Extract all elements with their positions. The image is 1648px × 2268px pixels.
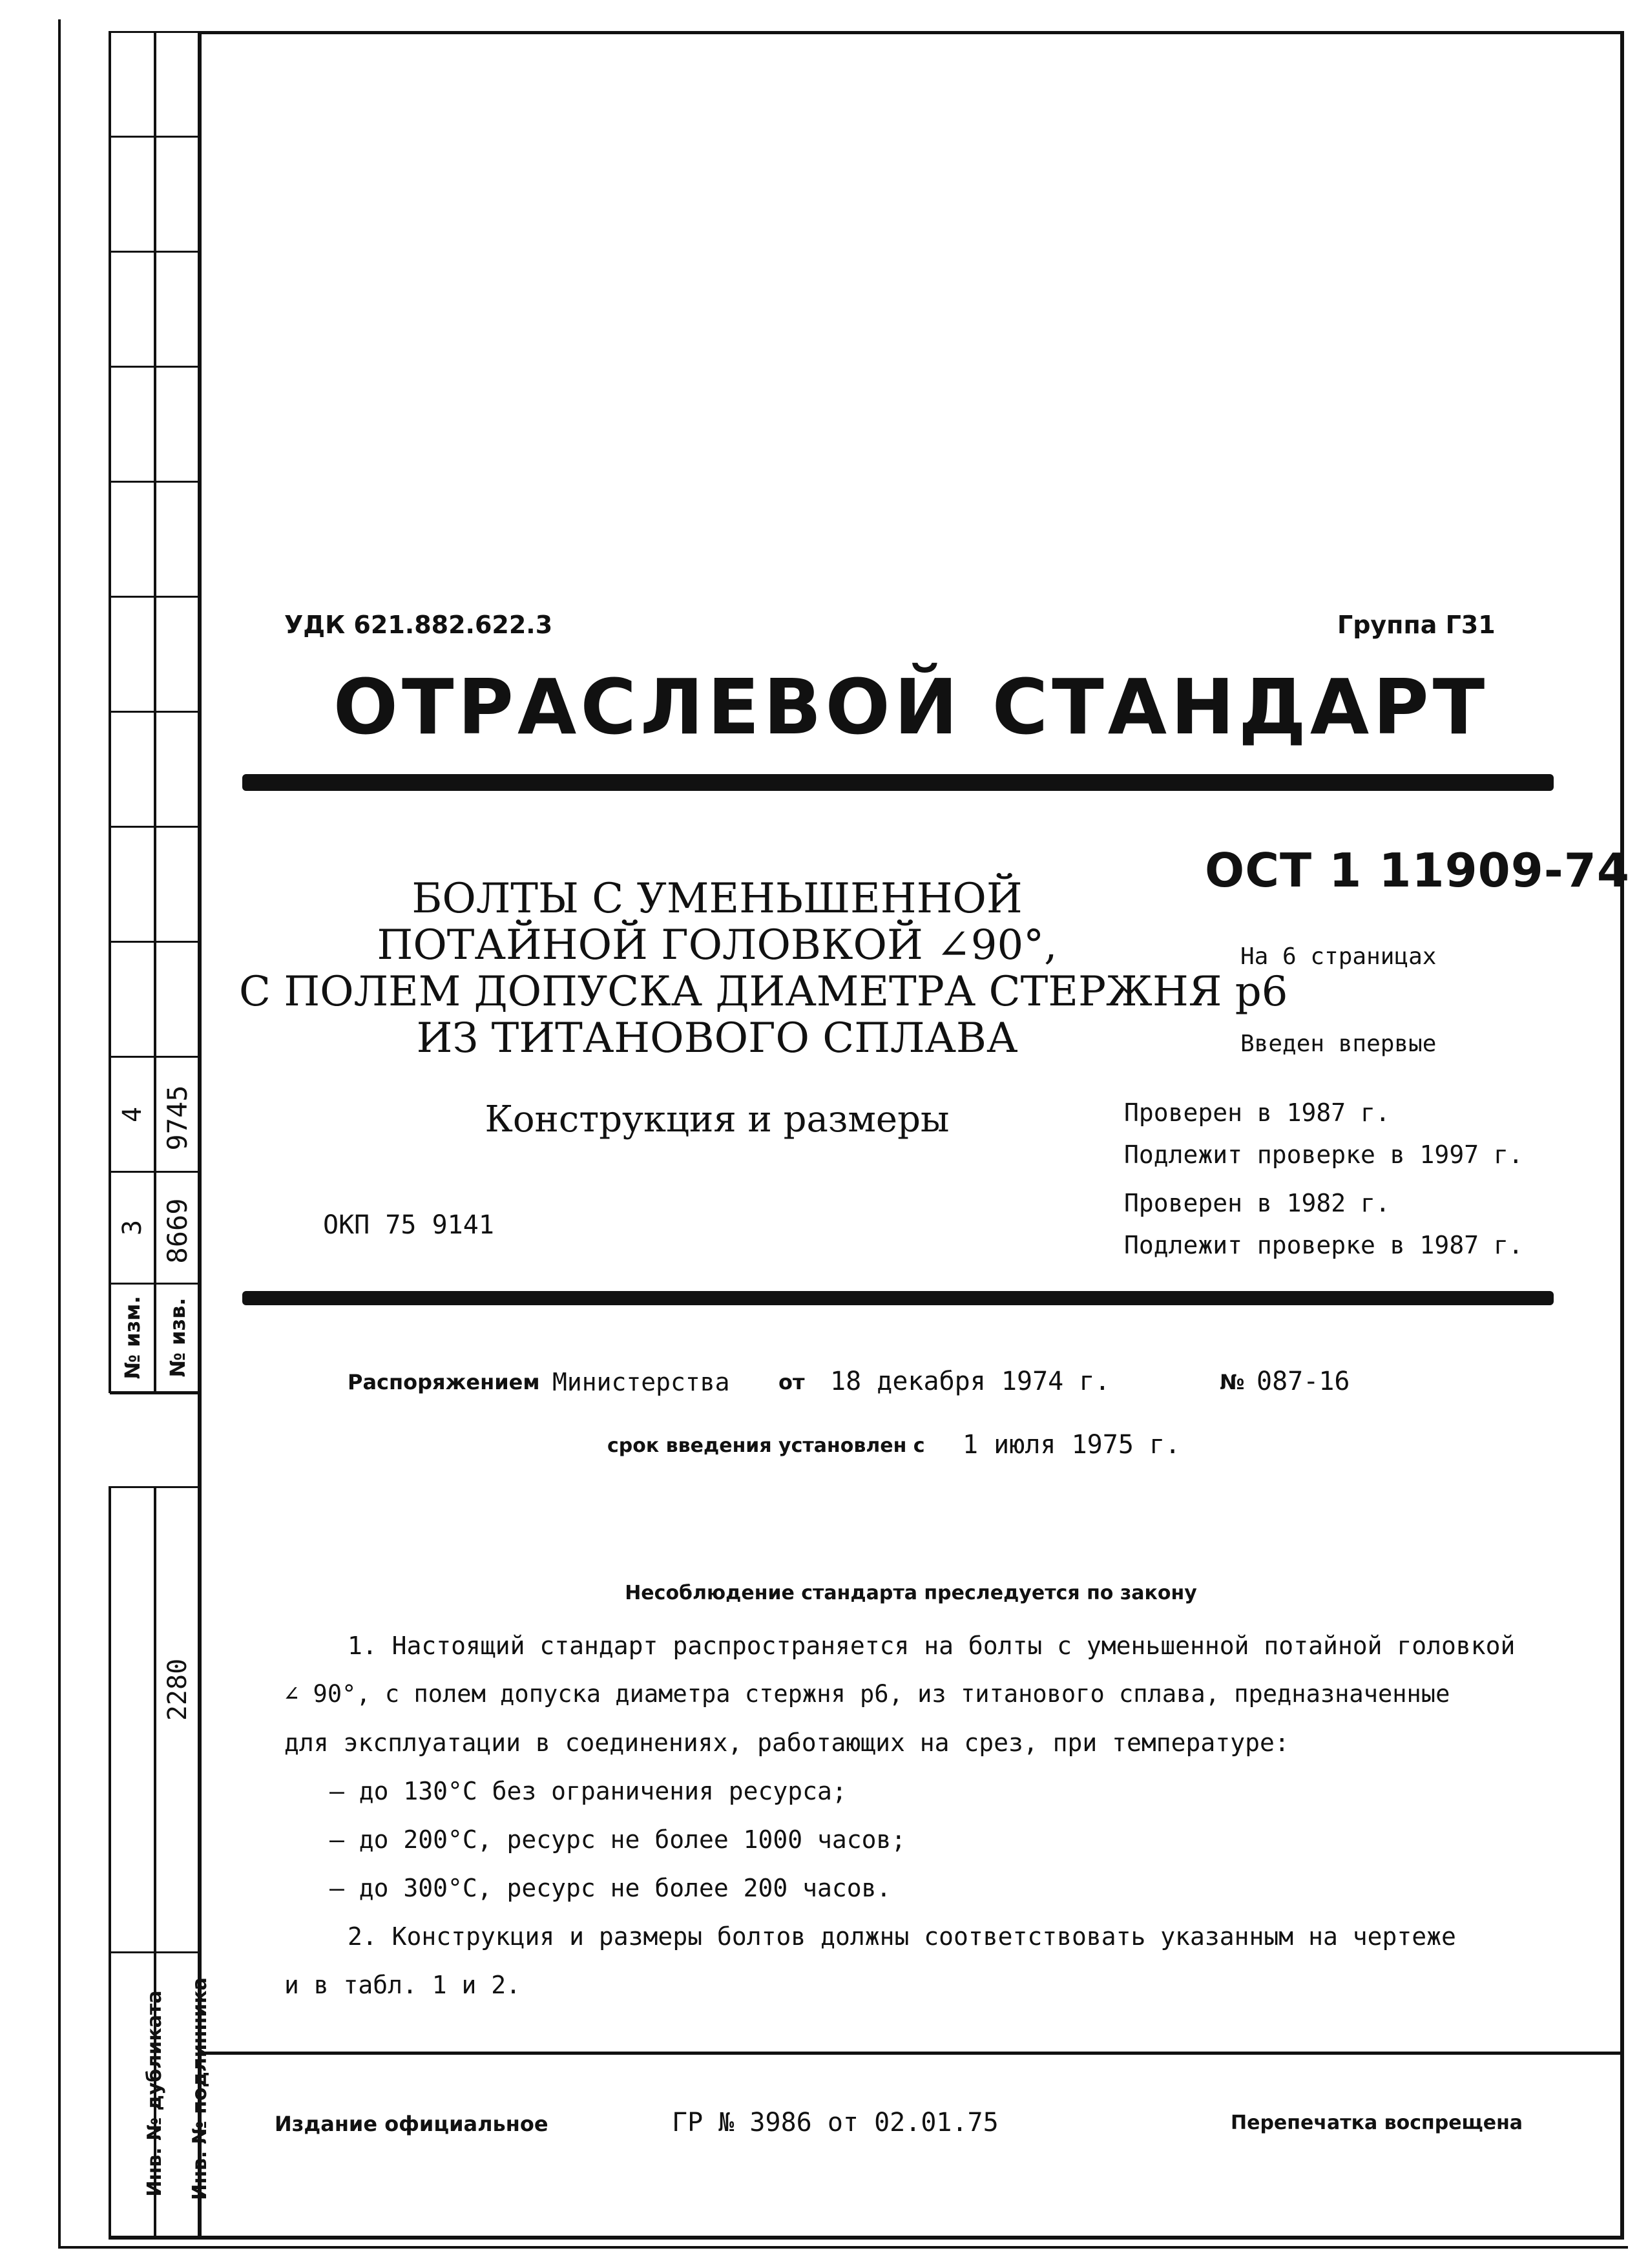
law-notice: Несоблюдение стандарта преследуется по закону xyxy=(625,1582,1197,1604)
doc-number: ОСТ 1 11909-74 xyxy=(1205,843,1630,898)
body-line-6: – до 300°С, ресурс не более 200 часов. xyxy=(329,1874,892,1902)
label-inv-original: Инв. № подлинника xyxy=(189,1977,211,2200)
doc-title-line-1: БОЛТЫ С УМЕНЬШЕННОЙ xyxy=(412,875,1023,923)
okp-code: ОКП 75 9141 xyxy=(323,1210,494,1240)
notice-no-8669: 8669 xyxy=(162,1198,193,1264)
order-from: от xyxy=(778,1370,805,1394)
body-line-8: и в табл. 1 и 2. xyxy=(284,1971,521,1999)
reprint-prohibited: Перепечатка воспрещена xyxy=(1231,2112,1523,2134)
next-check-1987: Подлежит проверке в 1987 г. xyxy=(1124,1231,1523,1259)
doc-subtitle: Конструкция и размеры xyxy=(485,1098,950,1140)
change-no-3: 3 xyxy=(118,1219,147,1236)
page-title: ОТРАСЛЕВОЙ СТАНДАРТ xyxy=(333,662,1489,751)
order-ministry: Министерства xyxy=(552,1368,730,1396)
term-label: срок введения установлен с xyxy=(607,1434,925,1457)
doc-title-line-3: С ПОЛЕМ ДОПУСКА ДИАМЕТРА СТЕРЖНЯ р6 xyxy=(239,968,1288,1016)
doc-title-line-2: ПОТАЙНОЙ ГОЛОВКОЙ ∠90°, xyxy=(377,921,1058,969)
official-edition: Издание официальное xyxy=(275,2112,548,2136)
label-notice-no: № изв. xyxy=(165,1297,190,1378)
page-count: На 6 страницах xyxy=(1240,943,1437,970)
label-inv-duplicate: Инв. № дубликата xyxy=(143,1990,166,2197)
order-label: Распоряжением xyxy=(348,1370,540,1394)
body-line-1: 1. Настоящий стандарт распространяется на болты с уменьшенной потайной головкой xyxy=(348,1632,1516,1660)
header-rule-bottom xyxy=(242,1291,1554,1305)
gr-registration: ГР № 3986 от 02.01.75 xyxy=(672,2108,999,2137)
checked-1987: Проверен в 1987 г. xyxy=(1124,1098,1390,1127)
body-line-5: – до 200°С, ресурс не более 1000 часов; xyxy=(329,1825,906,1854)
header-rule-top xyxy=(242,774,1554,791)
body-line-3: для эксплуатации в соединениях, работающих на срез, при температуре: xyxy=(284,1728,1289,1757)
order-number: 087-16 xyxy=(1257,1367,1350,1396)
body-line-2: ∠ 90°, с полем допуска диаметра стержня р6, из титанового сплава, предназначенные xyxy=(284,1680,1450,1708)
doc-title xyxy=(239,875,1288,1062)
order-num-sign: № xyxy=(1220,1370,1245,1394)
change-no-4: 4 xyxy=(118,1106,147,1123)
body-line-4: – до 130°С без ограничения ресурса; xyxy=(329,1777,847,1805)
udk-code: УДК 621.882.622.3 xyxy=(284,611,553,639)
group-code: Группа Г31 xyxy=(1337,611,1496,639)
order-date: 18 декабря 1974 г. xyxy=(830,1367,1111,1396)
term-date: 1 июля 1975 г. xyxy=(963,1430,1181,1460)
introduced-first: Введен впервые xyxy=(1240,1031,1437,1057)
inv-number: 2280 xyxy=(163,1658,193,1721)
notice-no-9745: 9745 xyxy=(162,1085,193,1151)
checked-1982: Проверен в 1982 г. xyxy=(1124,1189,1390,1217)
label-change-no: № изм. xyxy=(120,1296,145,1380)
next-check-1997: Подлежит проверке в 1997 г. xyxy=(1124,1140,1523,1169)
body-line-7: 2. Конструкция и размеры болтов должны соответствовать указанным на чертеже xyxy=(348,1922,1456,1951)
doc-title-line-4: ИЗ ТИТАНОВОГО СПЛАВА xyxy=(416,1014,1018,1062)
